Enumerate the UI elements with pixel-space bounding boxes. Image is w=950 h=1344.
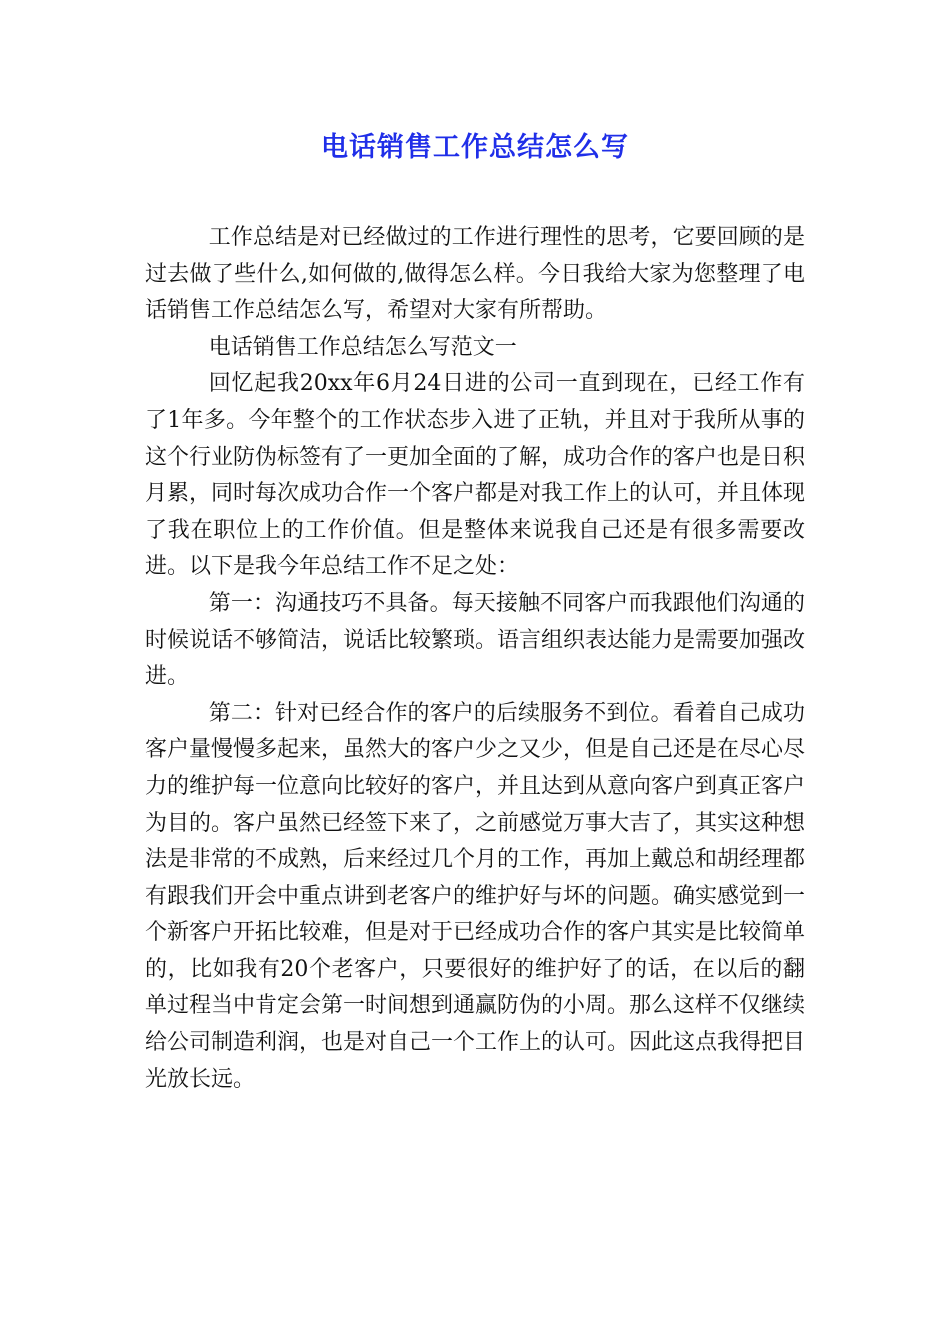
paragraph-recollection: 回忆起我20xx年6月24日进的公司一直到现在，已经工作有了1年多。今年整个的工作状态步入进了正轨，并且对于我所从事的这个行业防伪标签有了一更加全面的了解，成功合作的客户也是日积月累，同时每次成功合作一个客户都是对我工作上的认可，并且体现了我在职位上的工作价值。但是整体来说我自己还是有很多需要改进。以下是我今年总结工作不足之处： <box>145 371 806 580</box>
paragraph-intro: 工作总结是对已经做过的工作进行理性的思考，它要回顾的是过去做了些什么,如何做的,做得怎么样。今日我给大家为您整理了电话销售工作总结怎么写，希望对大家有所帮助。 <box>145 225 805 324</box>
paragraph-point-two: 第二：针对已经合作的客户的后续服务不到位。看着自己成功客户量慢慢多起来，虽然大的客户少之又少，但是自己还是在尽心尽力的维护每一位意向比较好的客户，并且达到从意向客户到真正客户为目的。客户虽然已经签下来了，之前感觉万事大吉了，其实这种想法是非常的不成熟，后来经过几个月的工作，再加上戴总和胡经理都有跟我们开会中重点讲到老客户的维护好与坏的问题。确实感觉到一个新客户开拓比较难，但是对于已经成功合作的客户其实是比较简单的，比如我有20个老客户，只要很好的维护好了的话，在以后的翻单过程当中肯定会第一时间想到通赢防伪的小周。那么这样不仅继续给公司制造利润，也是对自己一个工作上的认可。因此这点我得把目光放长远。 <box>145 700 806 1092</box>
paragraph-point-one: 第一：沟通技巧不具备。每天接触不同客户而我跟他们沟通的时候说话不够简洁，说话比较繁琐。语言组织表达能力是需要加强改进。 <box>145 590 806 690</box>
document-title: 电话销售工作总结怎么写 <box>321 132 629 163</box>
paragraph-subheading: 电话销售工作总结怎么写范文一 <box>208 334 517 360</box>
document-body <box>145 220 805 1098</box>
